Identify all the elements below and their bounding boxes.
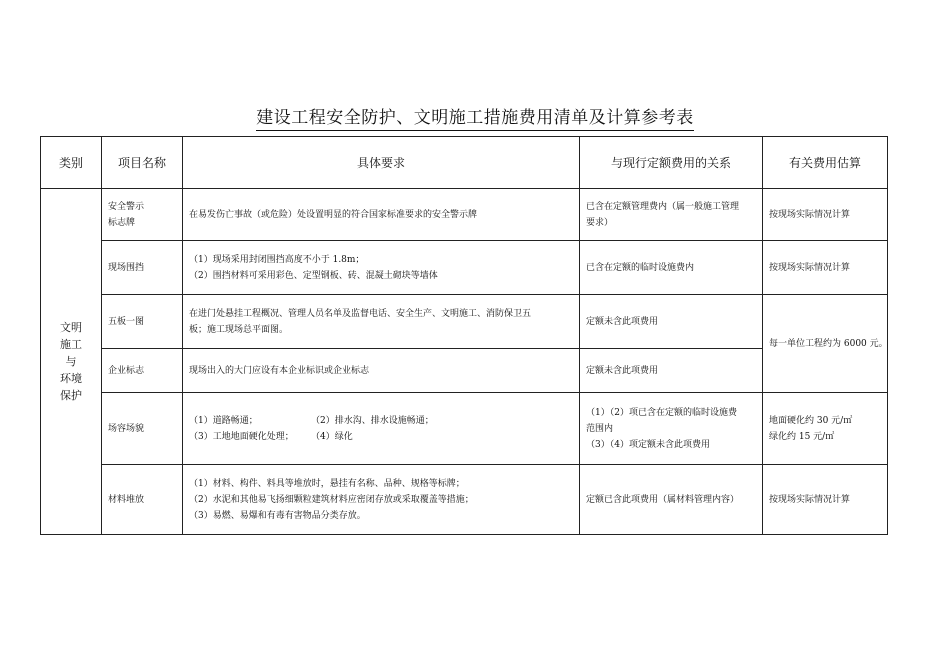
table-row bbox=[41, 189, 888, 241]
relation-cell bbox=[580, 349, 763, 393]
relation-line: 范围内 bbox=[586, 423, 614, 434]
item-name bbox=[102, 241, 183, 295]
item-name-line: 企业标志 bbox=[108, 365, 145, 376]
header-item-name: 项目名称 bbox=[102, 137, 183, 189]
requirement-line: （3）易燃、易爆和有毒有害物品分类存放。 bbox=[189, 510, 366, 521]
requirement-cell bbox=[183, 241, 580, 295]
requirement-line bbox=[189, 413, 573, 429]
header-requirements: 具体要求 bbox=[183, 137, 580, 189]
relation-cell bbox=[580, 189, 763, 241]
requirement-line: 现场出入的大门应设有本企业标识或企业标志 bbox=[189, 365, 370, 376]
cost-cell bbox=[763, 189, 888, 241]
relation-line: （1）（2）项已含在定额的临时设施费 bbox=[586, 407, 737, 418]
table-row bbox=[41, 465, 888, 535]
relation-line: 定额未含此项费用 bbox=[586, 365, 659, 376]
requirement-line: （1）材料、构件、料具等堆放时，悬挂有名称、品种、规格等标牌； bbox=[189, 478, 465, 489]
relation-line: 定额已含此项费用（属材料管理内容） bbox=[586, 494, 740, 505]
requirement-item: （2）排水沟、排水设施畅通； bbox=[311, 415, 434, 426]
category-line: 与 bbox=[65, 355, 77, 368]
table-row bbox=[41, 295, 888, 349]
requirement-line: （2）水泥和其他易飞扬细颗粒建筑材料应密闭存放或采取覆盖等措施； bbox=[189, 494, 474, 505]
cost-table bbox=[40, 136, 888, 535]
requirement-line: 在进门处悬挂工程概况、管理人员名单及监督电话、安全生产、文明施工、消防保卫五 bbox=[189, 308, 532, 319]
requirement-cell bbox=[183, 295, 580, 349]
requirement-line: （2）围挡材料可采用彩色、定型钢板、砖、混凝土砌块等墙体 bbox=[189, 270, 438, 281]
item-name bbox=[102, 189, 183, 241]
requirement-cell bbox=[183, 189, 580, 241]
table-row bbox=[41, 393, 888, 465]
header-row bbox=[41, 137, 888, 189]
requirement-line: 在易发伤亡事故（或危险）处设置明显的符合国家标准要求的安全警示牌 bbox=[189, 209, 478, 220]
header-category: 类别 bbox=[41, 137, 102, 189]
category-line: 文明 bbox=[60, 321, 82, 334]
item-name-line: 五板一图 bbox=[108, 316, 145, 327]
requirement-cell bbox=[183, 465, 580, 535]
item-name bbox=[102, 295, 183, 349]
requirement-item: （3）工地地面硬化处理； bbox=[189, 431, 294, 442]
category-line: 施工 bbox=[60, 338, 82, 351]
requirement-line bbox=[189, 429, 573, 445]
item-name bbox=[102, 465, 183, 535]
item-name-line: 场容场貌 bbox=[108, 423, 145, 434]
item-name-line: 现场围挡 bbox=[108, 262, 145, 273]
header-cost-estimate: 有关费用估算 bbox=[763, 137, 888, 189]
relation-cell bbox=[580, 241, 763, 295]
relation-line: 已含在定额的临时设施费内 bbox=[586, 262, 695, 273]
item-name bbox=[102, 393, 183, 465]
item-name-line: 标志牌 bbox=[108, 217, 136, 228]
relation-line: 已含在定额管理费内（属一般施工管理 bbox=[586, 201, 740, 212]
header-quota-relation: 与现行定额费用的关系 bbox=[580, 137, 763, 189]
requirement-line: 板；施工现场总平面图。 bbox=[189, 324, 289, 335]
requirement-line: （1）现场采用封闭围挡高度不小于 1.8m； bbox=[189, 254, 365, 265]
relation-cell bbox=[580, 465, 763, 535]
cost-cell bbox=[763, 465, 888, 535]
cost-line: 每一单位工程约为 6000 元。 bbox=[769, 338, 888, 349]
cost-cell bbox=[763, 393, 888, 465]
requirement-item: （4）绿化 bbox=[311, 431, 353, 442]
category-cell bbox=[41, 189, 102, 535]
table-row bbox=[41, 241, 888, 295]
relation-cell bbox=[580, 393, 763, 465]
relation-line: 要求） bbox=[586, 217, 614, 228]
requirement-cell bbox=[183, 393, 580, 465]
cost-line: 按现场实际情况计算 bbox=[769, 494, 851, 505]
relation-cell bbox=[580, 295, 763, 349]
requirement-cell bbox=[183, 349, 580, 393]
item-name-line: 安全警示 bbox=[108, 201, 145, 212]
item-name-line: 材料堆放 bbox=[108, 494, 145, 505]
relation-line: 定额未含此项费用 bbox=[586, 316, 659, 327]
relation-line: （3）（4）项定额未含此项费用 bbox=[586, 439, 710, 450]
item-name bbox=[102, 349, 183, 393]
document-title: 建设工程安全防护、文明施工措施费用清单及计算参考表 bbox=[0, 103, 950, 128]
cost-line: 按现场实际情况计算 bbox=[769, 262, 851, 273]
table-row bbox=[41, 349, 888, 393]
cost-cell bbox=[763, 241, 888, 295]
requirement-item: （1）道路畅通； bbox=[189, 415, 258, 426]
cost-line: 绿化约 15 元/㎡ bbox=[769, 431, 835, 442]
category-line: 环境 bbox=[60, 372, 82, 385]
cost-cell bbox=[763, 295, 888, 393]
category-line: 保护 bbox=[60, 389, 82, 402]
cost-line: 按现场实际情况计算 bbox=[769, 209, 851, 220]
cost-line: 地面硬化约 30 元/㎡ bbox=[769, 415, 853, 426]
